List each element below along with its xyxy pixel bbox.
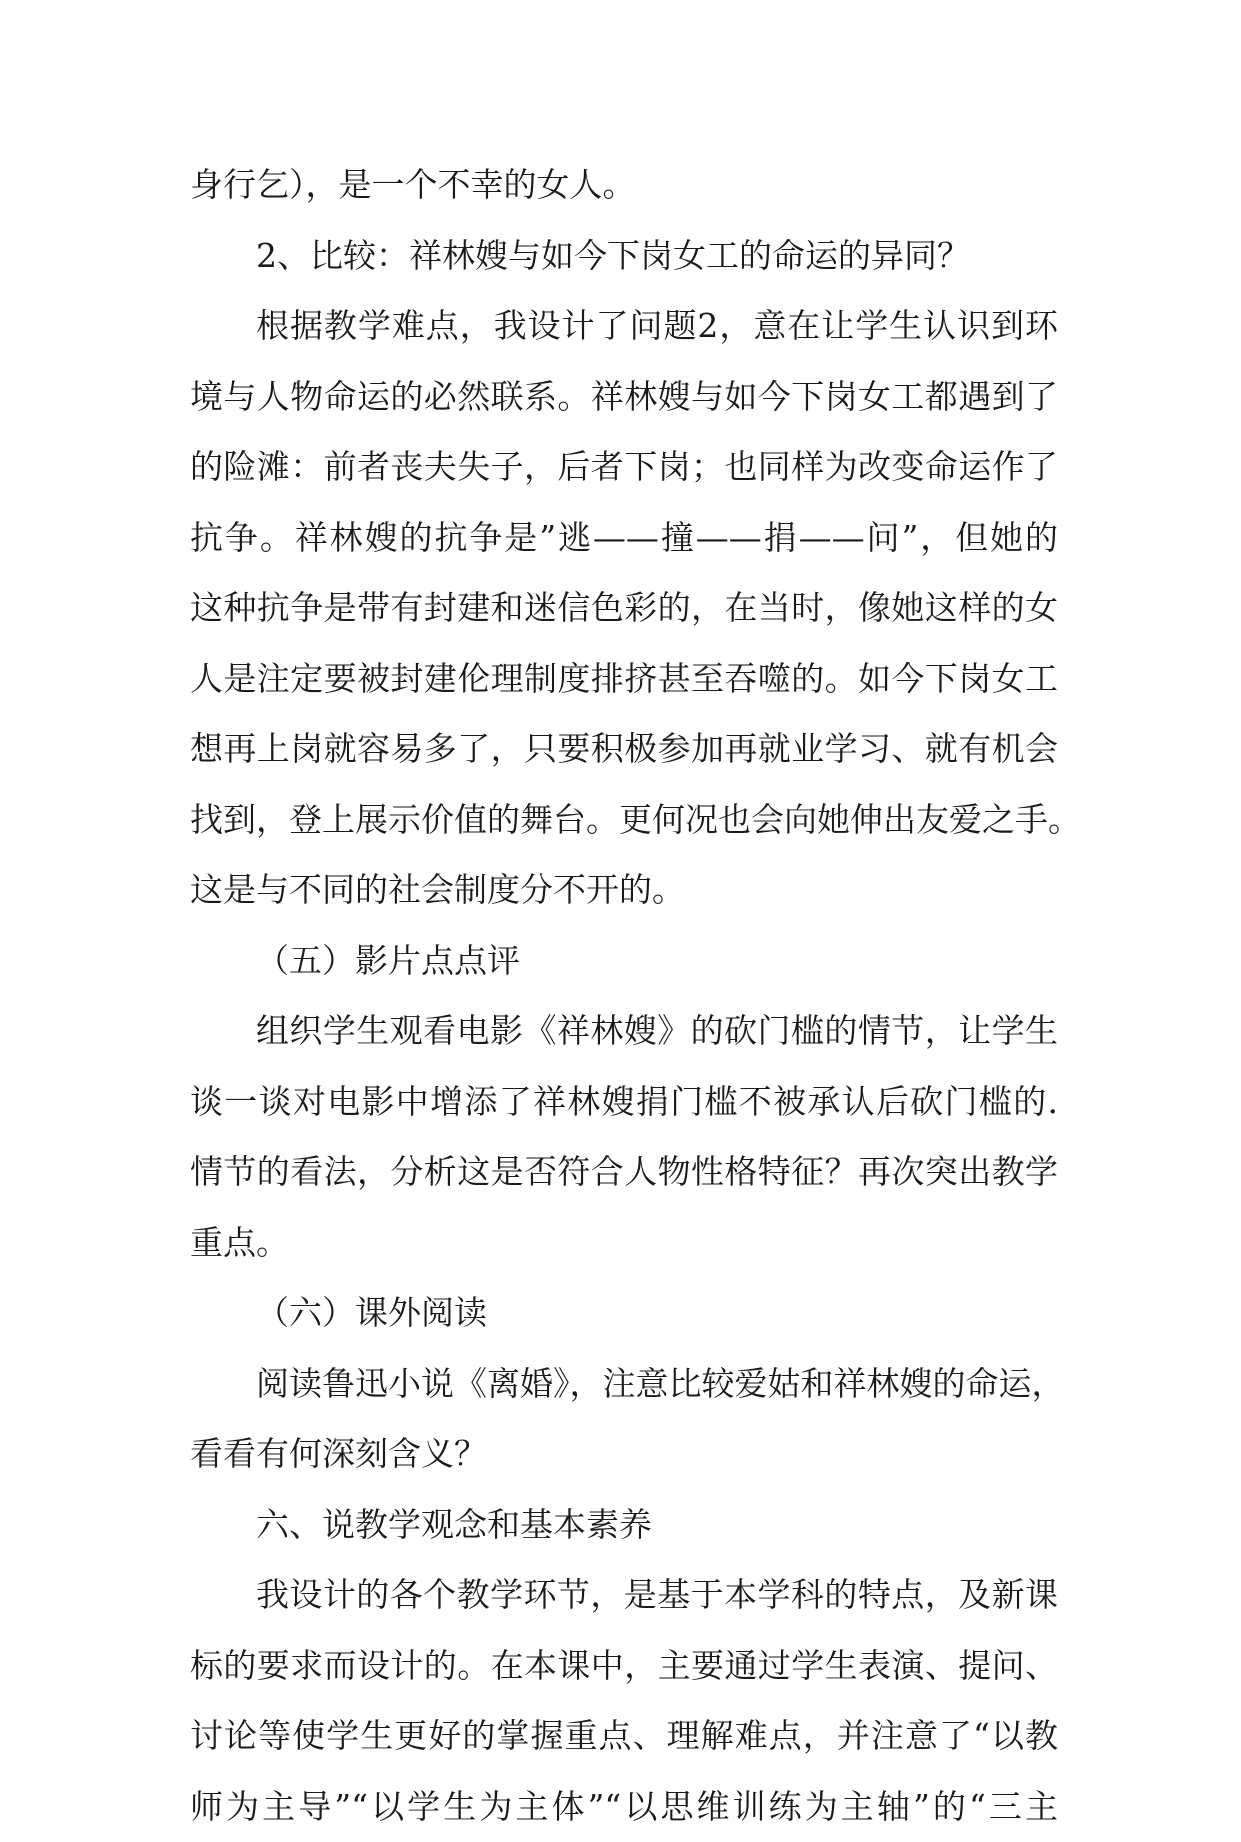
text-line: 身行乞），是一个不幸的女人。 [190, 150, 1058, 221]
text-line: 讨论等使学生更好的掌握重点、理解难点，并注意了“以教 [190, 1701, 1058, 1772]
text-line: 的险滩：前者丧夫失子，后者下岗；也同样为改变命运作了 [190, 432, 1058, 503]
text-line: 重点。 [190, 1208, 1058, 1279]
text-line: 情节的看法，分析这是否符合人物性格特征？再次突出教学 [190, 1137, 1058, 1208]
section-heading: （五）影片点点评 [190, 926, 1058, 997]
section-heading: 六、说教学观念和基本素养 [190, 1490, 1058, 1561]
section-heading: （六）课外阅读 [190, 1278, 1058, 1349]
text-line: 根据教学难点，我设计了问题2，意在让学生认识到环 [190, 291, 1058, 362]
text-line: 标的要求而设计的。在本课中，主要通过学生表演、提问、 [190, 1631, 1058, 1702]
text-line: 师为主导”“以学生为主体”“以思维训练为主轴”的“三主 [190, 1772, 1058, 1842]
text-line: 阅读鲁迅小说《离婚》，注意比较爱姑和祥林嫂的命运， [190, 1349, 1058, 1420]
text-line: 这种抗争是带有封建和迷信色彩的，在当时，像她这样的女 [190, 573, 1058, 644]
text-line: 看看有何深刻含义？ [190, 1419, 1058, 1490]
text-line: 找到，登上展示价值的舞台。更何况也会向她伸出友爱之手。 [190, 785, 1058, 856]
text-line: 2、比较：祥林嫂与如今下岗女工的命运的异同？ [190, 221, 1058, 292]
text-line: 抗争。祥林嫂的抗争是”逃——撞——捐——问”，但她的 [190, 503, 1058, 574]
body-text [190, 150, 1058, 1842]
text-line: 想再上岗就容易多了，只要积极参加再就业学习、就有机会 [190, 714, 1058, 785]
text-line: 这是与不同的社会制度分不开的。 [190, 855, 1058, 926]
text-line: 境与人物命运的必然联系。祥林嫂与如今下岗女工都遇到了 [190, 362, 1058, 433]
text-line: 组织学生观看电影《祥林嫂》的砍门槛的情节，让学生 [190, 996, 1058, 1067]
text-line: 谈一谈对电影中增添了祥林嫂捐门槛不被承认后砍门槛的. [190, 1067, 1058, 1138]
text-line: 人是注定要被封建伦理制度排挤甚至吞噬的。如今下岗女工 [190, 644, 1058, 715]
text-line: 我设计的各个教学环节，是基于本学科的特点，及新课 [190, 1560, 1058, 1631]
